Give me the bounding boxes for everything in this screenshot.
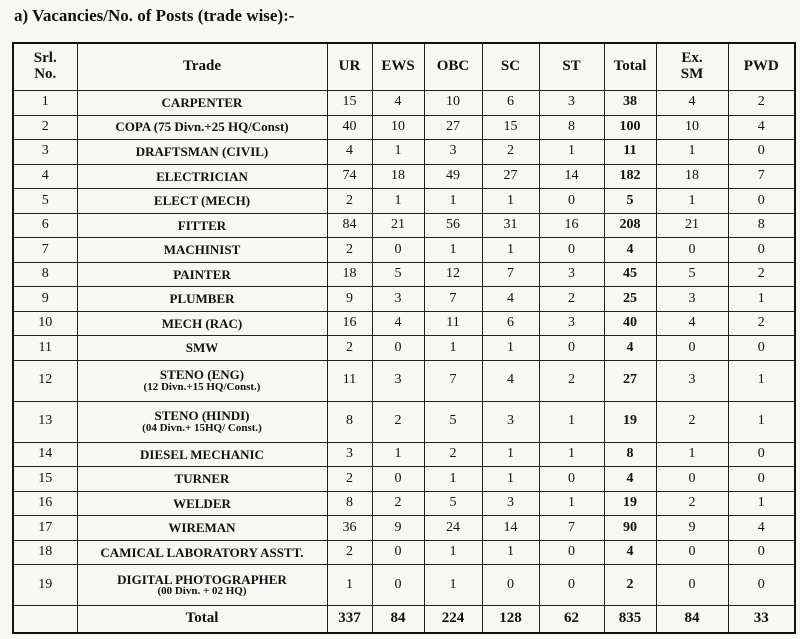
cell-ur: 84	[327, 213, 372, 238]
trade-note: (04 Divn.+ 15HQ/ Const.)	[142, 421, 262, 434]
cell-exsm: 18	[656, 164, 728, 189]
cell-trade	[77, 164, 327, 189]
cell-st: 16	[539, 213, 604, 238]
col-header-ews: EWS	[372, 43, 424, 91]
trade-name: STENO (ENG)	[159, 367, 245, 383]
cell-ur: 2	[327, 467, 372, 492]
cell-pwd: 0	[728, 565, 795, 606]
trade-name: CAMICAL LABORATORY ASSTT.	[100, 544, 304, 560]
cell-srl: 16	[13, 491, 77, 516]
cell-srl: 2	[13, 115, 77, 140]
col-header-trade: Trade	[77, 43, 327, 91]
cell-trade	[77, 287, 327, 312]
cell-ur: 40	[327, 115, 372, 140]
cell-ur: 2	[327, 336, 372, 361]
table-row	[13, 238, 795, 263]
cell-ews: 0	[372, 540, 424, 565]
cell-obc: 1	[424, 540, 482, 565]
cell-sc: 4	[482, 360, 539, 401]
cell-trade	[77, 115, 327, 140]
cell-obc: 5	[424, 491, 482, 516]
col-header-st: ST	[539, 43, 604, 91]
col-header-pwd: PWD	[728, 43, 795, 91]
cell-exsm: 4	[656, 311, 728, 336]
cell-srl: 15	[13, 467, 77, 492]
cell-trade	[77, 311, 327, 336]
trade-name: PLUMBER	[169, 291, 235, 307]
cell-pwd: 2	[728, 262, 795, 287]
trade-name: CARPENTER	[161, 94, 243, 110]
cell-exsm: 21	[656, 213, 728, 238]
cell-st: 1	[539, 401, 604, 442]
cell-obc: 3	[424, 140, 482, 165]
cell-sc: 1	[482, 540, 539, 565]
cell-st: 2	[539, 360, 604, 401]
trade-name: MECH (RAC)	[161, 315, 243, 331]
cell-exsm: 0	[656, 238, 728, 263]
cell-obc: 5	[424, 401, 482, 442]
cell-trade	[77, 336, 327, 361]
cell-st: 2	[539, 287, 604, 312]
table-row	[13, 565, 795, 606]
cell-ur: 2	[327, 540, 372, 565]
cell-obc: 1	[424, 565, 482, 606]
table-row	[13, 336, 795, 361]
cell-ur: 9	[327, 287, 372, 312]
cell-trade	[77, 360, 327, 401]
cell-srl: 14	[13, 442, 77, 467]
col-header-exsm: Ex. SM	[656, 43, 728, 91]
cell-srl: 10	[13, 311, 77, 336]
cell-srl: 17	[13, 516, 77, 541]
cell-exsm: 2	[656, 491, 728, 516]
cell-pwd: 4	[728, 115, 795, 140]
trade-name: MACHINIST	[163, 242, 241, 258]
cell-srl: 5	[13, 189, 77, 214]
cell-srl: 1	[13, 91, 77, 116]
cell-pwd: 1	[728, 491, 795, 516]
cell-sc: 3	[482, 491, 539, 516]
cell-total: 40	[604, 311, 656, 336]
cell-srl: 6	[13, 213, 77, 238]
cell-trade	[77, 91, 327, 116]
table-row	[13, 491, 795, 516]
cell-total: 25	[604, 287, 656, 312]
cell-st: 3	[539, 311, 604, 336]
cell-sc: 4	[482, 287, 539, 312]
cell-exsm: 9	[656, 516, 728, 541]
cell-exsm: 1	[656, 140, 728, 165]
cell-pwd: 0	[728, 189, 795, 214]
cell-exsm: 3	[656, 360, 728, 401]
cell-sc: 2	[482, 140, 539, 165]
total-total: 835	[604, 606, 656, 633]
totals-label: Total	[77, 606, 327, 633]
cell-obc: 24	[424, 516, 482, 541]
cell-ews: 1	[372, 189, 424, 214]
cell-trade	[77, 189, 327, 214]
cell-srl: 12	[13, 360, 77, 401]
trade-name: DRAFTSMAN (CIVIL)	[135, 144, 269, 159]
cell-trade	[77, 467, 327, 492]
cell-exsm: 1	[656, 442, 728, 467]
cell-srl: 7	[13, 238, 77, 263]
trade-note: (12 Divn.+15 HQ/Const.)	[143, 380, 261, 393]
table-row	[13, 360, 795, 401]
cell-ews: 4	[372, 91, 424, 116]
totals-row	[13, 606, 795, 633]
cell-st: 8	[539, 115, 604, 140]
table-row	[13, 540, 795, 565]
cell-obc: 27	[424, 115, 482, 140]
cell-trade	[77, 401, 327, 442]
cell-total: 208	[604, 213, 656, 238]
cell-ews: 1	[372, 140, 424, 165]
cell-ews: 1	[372, 442, 424, 467]
col-header-total: Total	[604, 43, 656, 91]
cell-srl-blank	[13, 606, 77, 633]
cell-sc: 1	[482, 442, 539, 467]
table-row	[13, 287, 795, 312]
cell-ews: 2	[372, 401, 424, 442]
col-header-obc: OBC	[424, 43, 482, 91]
trade-note: (00 Divn. + 02 HQ)	[157, 585, 247, 598]
cell-total: 19	[604, 491, 656, 516]
cell-obc: 7	[424, 287, 482, 312]
cell-sc: 6	[482, 91, 539, 116]
cell-total: 4	[604, 336, 656, 361]
cell-trade	[77, 213, 327, 238]
cell-trade	[77, 140, 327, 165]
cell-st: 0	[539, 467, 604, 492]
cell-srl: 11	[13, 336, 77, 361]
cell-total: 4	[604, 467, 656, 492]
trade-name: WELDER	[173, 495, 231, 511]
cell-st: 3	[539, 91, 604, 116]
cell-pwd: 0	[728, 336, 795, 361]
cell-total: 90	[604, 516, 656, 541]
total-st: 62	[539, 606, 604, 633]
cell-ews: 0	[372, 565, 424, 606]
cell-pwd: 2	[728, 311, 795, 336]
cell-obc: 1	[424, 238, 482, 263]
cell-pwd: 4	[728, 516, 795, 541]
cell-exsm: 5	[656, 262, 728, 287]
total-exsm: 84	[656, 606, 728, 633]
cell-trade	[77, 442, 327, 467]
cell-sc: 6	[482, 311, 539, 336]
cell-total: 100	[604, 115, 656, 140]
cell-trade	[77, 516, 327, 541]
table-row	[13, 311, 795, 336]
cell-exsm: 0	[656, 565, 728, 606]
section-heading: a) Vacancies/No. of Posts (trade wise):-	[14, 6, 295, 25]
trade-name: DIESEL MECHANIC	[140, 446, 264, 462]
trade-name: ELECT (MECH)	[153, 193, 251, 209]
cell-sc: 1	[482, 336, 539, 361]
cell-sc: 27	[482, 164, 539, 189]
cell-sc: 1	[482, 238, 539, 263]
cell-obc: 7	[424, 360, 482, 401]
cell-exsm: 2	[656, 401, 728, 442]
cell-ur: 2	[327, 189, 372, 214]
cell-ews: 4	[372, 311, 424, 336]
cell-st: 3	[539, 262, 604, 287]
table-row	[13, 442, 795, 467]
cell-ur: 18	[327, 262, 372, 287]
cell-total: 8	[604, 442, 656, 467]
table-row	[13, 467, 795, 492]
cell-total: 4	[604, 238, 656, 263]
trade-name: FITTER	[177, 217, 227, 233]
cell-pwd: 0	[728, 467, 795, 492]
cell-ur: 8	[327, 491, 372, 516]
cell-sc: 31	[482, 213, 539, 238]
cell-ews: 9	[372, 516, 424, 541]
cell-sc: 15	[482, 115, 539, 140]
cell-obc: 1	[424, 467, 482, 492]
cell-ews: 18	[372, 164, 424, 189]
cell-ur: 2	[327, 238, 372, 263]
cell-total: 38	[604, 91, 656, 116]
table-row	[13, 262, 795, 287]
table-row	[13, 516, 795, 541]
trade-name: WIREMAN	[168, 520, 236, 536]
cell-ur: 16	[327, 311, 372, 336]
cell-total: 19	[604, 401, 656, 442]
trade-name: COPA (75 Divn.+25 HQ/Const)	[115, 119, 289, 135]
cell-st: 1	[539, 491, 604, 516]
cell-exsm: 4	[656, 91, 728, 116]
cell-obc: 11	[424, 311, 482, 336]
cell-total: 5	[604, 189, 656, 214]
cell-ur: 74	[327, 164, 372, 189]
cell-srl: 3	[13, 140, 77, 165]
total-ur: 337	[327, 606, 372, 633]
cell-total: 2	[604, 565, 656, 606]
cell-sc: 0	[482, 565, 539, 606]
cell-obc: 1	[424, 336, 482, 361]
cell-pwd: 0	[728, 442, 795, 467]
cell-ews: 5	[372, 262, 424, 287]
cell-obc: 10	[424, 91, 482, 116]
cell-srl: 19	[13, 565, 77, 606]
cell-obc: 56	[424, 213, 482, 238]
total-ews: 84	[372, 606, 424, 633]
cell-obc: 49	[424, 164, 482, 189]
cell-pwd: 1	[728, 401, 795, 442]
cell-ur: 11	[327, 360, 372, 401]
cell-pwd: 1	[728, 360, 795, 401]
cell-ews: 3	[372, 287, 424, 312]
col-header-ur: UR	[327, 43, 372, 91]
cell-ews: 2	[372, 491, 424, 516]
trade-name: STENO (HINDI)	[154, 408, 250, 424]
cell-ur: 15	[327, 91, 372, 116]
cell-exsm: 0	[656, 336, 728, 361]
cell-sc: 3	[482, 401, 539, 442]
cell-srl: 8	[13, 262, 77, 287]
cell-exsm: 0	[656, 467, 728, 492]
cell-st: 0	[539, 336, 604, 361]
table-header-row	[13, 43, 795, 91]
cell-exsm: 1	[656, 189, 728, 214]
cell-srl: 18	[13, 540, 77, 565]
cell-st: 1	[539, 442, 604, 467]
cell-total: 182	[604, 164, 656, 189]
cell-st: 0	[539, 238, 604, 263]
cell-ur: 3	[327, 442, 372, 467]
cell-st: 0	[539, 540, 604, 565]
total-sc: 128	[482, 606, 539, 633]
cell-st: 1	[539, 140, 604, 165]
table-row	[13, 115, 795, 140]
cell-pwd: 1	[728, 287, 795, 312]
cell-st: 7	[539, 516, 604, 541]
cell-ews: 21	[372, 213, 424, 238]
cell-obc: 1	[424, 189, 482, 214]
trade-name: TURNER	[174, 471, 230, 487]
col-header-sc: SC	[482, 43, 539, 91]
cell-pwd: 2	[728, 91, 795, 116]
cell-ews: 0	[372, 238, 424, 263]
cell-pwd: 7	[728, 164, 795, 189]
cell-exsm: 10	[656, 115, 728, 140]
trade-name: PAINTER	[173, 266, 231, 282]
total-pwd: 33	[728, 606, 795, 633]
vacancies-table	[12, 42, 796, 634]
cell-obc: 12	[424, 262, 482, 287]
trade-name: ELECTRICIAN	[156, 168, 248, 184]
cell-exsm: 3	[656, 287, 728, 312]
col-header-srl: Srl. No.	[13, 43, 77, 91]
cell-total: 45	[604, 262, 656, 287]
table-row	[13, 213, 795, 238]
total-obc: 224	[424, 606, 482, 633]
cell-pwd: 8	[728, 213, 795, 238]
cell-trade	[77, 540, 327, 565]
cell-ews: 10	[372, 115, 424, 140]
cell-sc: 7	[482, 262, 539, 287]
cell-st: 0	[539, 189, 604, 214]
cell-srl: 9	[13, 287, 77, 312]
cell-ews: 0	[372, 467, 424, 492]
table-row	[13, 189, 795, 214]
cell-total: 27	[604, 360, 656, 401]
cell-sc: 14	[482, 516, 539, 541]
cell-pwd: 0	[728, 140, 795, 165]
cell-sc: 1	[482, 467, 539, 492]
trade-name: SMW	[185, 340, 219, 356]
cell-srl: 4	[13, 164, 77, 189]
table-row	[13, 91, 795, 116]
cell-pwd: 0	[728, 238, 795, 263]
cell-trade	[77, 565, 327, 606]
cell-ur: 8	[327, 401, 372, 442]
trade-name: DIGITAL PHOTOGRAPHER	[117, 571, 287, 587]
cell-pwd: 0	[728, 540, 795, 565]
cell-ews: 0	[372, 336, 424, 361]
cell-trade	[77, 238, 327, 263]
cell-total: 11	[604, 140, 656, 165]
cell-ur: 36	[327, 516, 372, 541]
cell-trade	[77, 491, 327, 516]
cell-total: 4	[604, 540, 656, 565]
cell-ews: 3	[372, 360, 424, 401]
cell-ur: 1	[327, 565, 372, 606]
table-row	[13, 164, 795, 189]
cell-sc: 1	[482, 189, 539, 214]
cell-trade	[77, 262, 327, 287]
cell-obc: 2	[424, 442, 482, 467]
cell-ur: 4	[327, 140, 372, 165]
cell-st: 14	[539, 164, 604, 189]
table-row	[13, 140, 795, 165]
cell-st: 0	[539, 565, 604, 606]
cell-exsm: 0	[656, 540, 728, 565]
cell-srl: 13	[13, 401, 77, 442]
table-row	[13, 401, 795, 442]
